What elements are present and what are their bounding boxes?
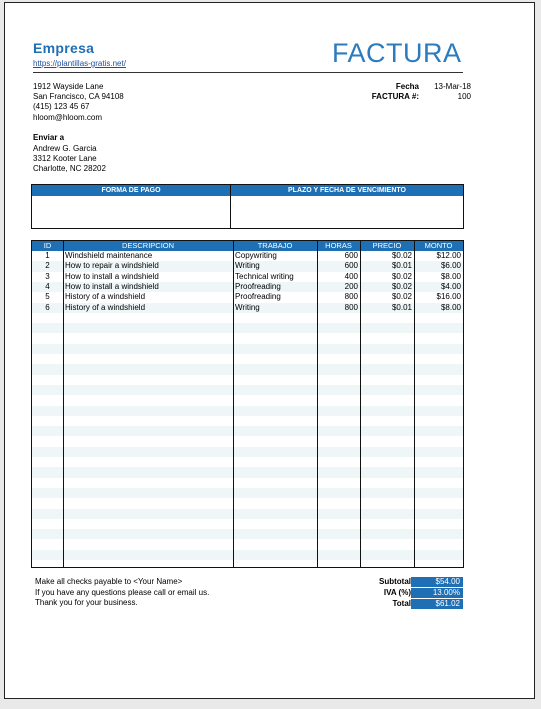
- cell-price: $0.02: [391, 292, 412, 302]
- company-name: Empresa: [33, 40, 95, 56]
- cell-hours: 600: [344, 261, 358, 271]
- note-line: If you have any questions please call or email us.: [35, 587, 210, 597]
- payment-box: [31, 184, 464, 229]
- items-table: [31, 240, 464, 568]
- col-header-price: PRECIO: [360, 241, 414, 251]
- address-line: San Francisco, CA 94108: [33, 92, 124, 102]
- cell-id: 4: [45, 281, 50, 291]
- cell-amount: $8.00: [440, 271, 461, 281]
- invoice-number-label: FACTURA #:: [371, 92, 419, 101]
- cell-price: $0.02: [391, 251, 412, 260]
- column-divider: [63, 241, 64, 567]
- cell-amount: $8.00: [440, 302, 461, 312]
- date-label: Fecha: [395, 82, 419, 91]
- cell-hours: 800: [344, 292, 358, 302]
- ship-to-city: Charlotte, NC 28202: [33, 164, 106, 174]
- row-stripe: [32, 364, 463, 374]
- note-line: Thank you for your business.: [35, 598, 138, 607]
- ship-to-street: 3312 Kooter Lane: [33, 154, 97, 164]
- payment-notes: [35, 577, 209, 609]
- total-value: $61.02: [411, 599, 463, 609]
- col-header-id: ID: [32, 241, 63, 251]
- tax-value: 13.00%: [411, 588, 463, 598]
- payment-divider: [230, 185, 231, 228]
- row-stripe: [32, 385, 463, 395]
- total-label: Total: [392, 599, 411, 608]
- row-stripe: [32, 323, 463, 333]
- cell-work: Technical writing: [235, 271, 294, 281]
- col-header-hours: HORAS: [317, 241, 360, 251]
- cell-description: History of a windshield: [65, 302, 146, 312]
- row-stripe: [32, 529, 463, 539]
- cell-amount: $16.00: [436, 292, 461, 302]
- row-stripe: [32, 467, 463, 477]
- cell-description: How to repair a windshield: [65, 261, 159, 271]
- col-header-amount: MONTO: [414, 241, 463, 251]
- cell-id: 2: [45, 261, 50, 271]
- cell-hours: 800: [344, 302, 358, 312]
- cell-price: $0.01: [391, 302, 412, 312]
- col-header-work: TRABAJO: [233, 241, 317, 251]
- cell-description: History of a windshield: [65, 292, 146, 302]
- cell-id: 3: [45, 271, 50, 281]
- row-stripe: [32, 550, 463, 560]
- row-stripe: [32, 509, 463, 519]
- payment-method-header: FORMA DE PAGO: [32, 185, 230, 196]
- ship-to-label: Enviar a: [33, 133, 65, 142]
- invoice-title: FACTURA: [332, 38, 462, 68]
- cell-id: 1: [45, 251, 50, 260]
- cell-description: How to install a windshield: [65, 271, 159, 281]
- email-line: hloom@hloom.com: [33, 112, 103, 122]
- row-stripe: [32, 488, 463, 498]
- row-stripe: [32, 447, 463, 457]
- cell-description: Windshield maintenance: [65, 251, 153, 260]
- cell-work: Proofreading: [235, 281, 281, 291]
- row-stripe: [32, 344, 463, 354]
- company-address: [33, 82, 124, 123]
- subtotal-label: Subtotal: [379, 577, 411, 586]
- cell-id: 5: [45, 292, 50, 302]
- note-line: Make all checks payable to <Your Name>: [35, 577, 183, 586]
- cell-work: Writing: [235, 302, 260, 312]
- cell-price: $0.02: [391, 271, 412, 281]
- column-divider: [233, 241, 234, 567]
- payment-terms-header: PLAZO Y FECHA DE VENCIMIENTO: [230, 185, 463, 196]
- cell-work: Proofreading: [235, 292, 281, 302]
- cell-work: Copywriting: [235, 251, 277, 260]
- date-value: 13-Mar-18: [434, 82, 471, 91]
- cell-description: How to install a windshield: [65, 281, 159, 291]
- cell-amount: $12.00: [436, 251, 461, 260]
- company-url-link[interactable]: https://plantillas-gratis.net/: [33, 59, 126, 68]
- subtotal-value: $54.00: [411, 577, 463, 587]
- ship-to-address: [33, 144, 106, 175]
- row-stripe: [32, 406, 463, 416]
- cell-work: Writing: [235, 261, 260, 271]
- cell-hours: 200: [344, 281, 358, 291]
- phone-line: (415) 123 45 67: [33, 102, 90, 112]
- row-stripe: [32, 426, 463, 436]
- ship-to-name: Andrew G. Garcia: [33, 144, 97, 153]
- col-header-description: DESCRIPCION: [63, 241, 233, 251]
- address-line: 1912 Wayside Lane: [33, 82, 104, 91]
- cell-hours: 600: [344, 251, 358, 260]
- cell-price: $0.02: [391, 281, 412, 291]
- cell-hours: 400: [344, 271, 358, 281]
- invoice-number-value: 100: [457, 92, 471, 101]
- cell-amount: $6.00: [440, 261, 461, 271]
- cell-id: 6: [45, 302, 50, 312]
- tax-label: IVA (%): [383, 588, 411, 597]
- cell-amount: $4.00: [440, 281, 461, 291]
- header-divider: [33, 72, 463, 73]
- cell-price: $0.01: [391, 261, 412, 271]
